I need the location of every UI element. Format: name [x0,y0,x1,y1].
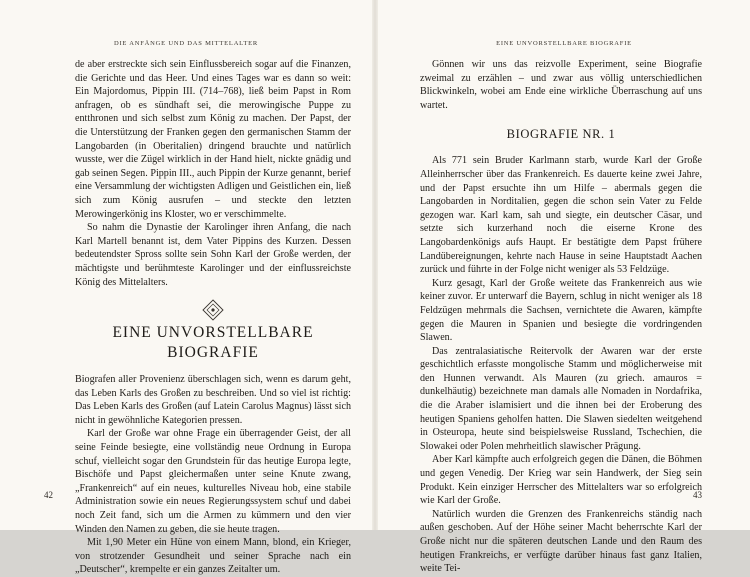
section-title: EINE UNVORSTELLBARE BIOGRAFIE [112,324,314,362]
page-number: 42 [44,490,53,500]
left-page [0,0,372,576]
paragraph: Kurz gesagt, Karl der Große weitete das Frankenreich aus wie keiner zuvor. Er unterwarf die Bayern, schlug in nicht weniger als 18 Feldzügen mehrmals die Sachsen, vernichtete die Awaren, kämpfte gegen die Mauren in Spanien und besiegte die vordringenden Slawen. [420,277,702,344]
paragraph: Karl der Große war ohne Frage ein überragender Geist, der all seine Feinde besiegte, eine vollständig neue Ordnung in Europa schuf, vielleicht sogar den Grundstein für das heutige Europa legte, Bischöfe und Papst gleichermaßen unter seine Knute zwang, „Frankenreich“ auf ein neues, kulturelles Niveau hob, eine stabile Administration sowie ein neues Regierungssystem schuf und dabei noch Zeit fand, sich um die Armen zu kümmern und den vier Winden den Namen zu geben, die sie heute tragen. [75,428,351,535]
diamond-ornament-icon [75,299,351,321]
paragraph: Biografen aller Provenienz überschlagen sich, wenn es darum geht, das Leben Karls des Großen zu beschreiben. Und so viel ist richtig: Das Leben Karls des Großen (auf Latein Carolus Magnus) lässt sich nicht in gewöhnliche Kategorien pressen. [75,374,351,426]
paragraph: Natürlich wurden die Grenzen des Frankenreichs ständig nach außen geschoben. Auf der Höhe seiner Macht beherrschte Karl der Große nicht nur die späteren deutschen Lande und den Raum des heutigen Frankreichs, er verfügte darüber hinaus fast ganz Italien, weite Tei- [420,508,702,575]
paragraph: Gönnen wir uns das reizvolle Experiment, seine Biografie zweimal zu erzählen – und zwar aus völlig unterschiedlichen Blickwinkeln, wobei am Ende eine wirkliche Überraschung auf uns wartet. [420,59,702,111]
paragraph: Als 771 sein Bruder Karlmann starb, wurde Karl der Große Alleinherrscher über das Frankenreich. Es dauerte keine zwei Jahre, und der Papst ersuchte ihn um Hilfe – abermals gegen die Langobarden in Norditalien, gegen die schon sein Vater zu Felde gezogen war. Karl kam, sah und siegte, ein deutscher Cäsar, und setzte sich kurzerhand noch die eiserne Krone des Langobardenkönigs aufs Haupt. Er bestätigte dem Papst frühere Landübereignungen, kehrte nach Hause in seine Hauptstadt Aachen zurück und führte in der Folge nicht weniger als 53 Feldzüge. [420,155,702,276]
body-text [420,58,702,576]
paragraph: So nahm die Dynastie der Karolinger ihren Anfang, die nach Karl Martell benannt ist, dem Vater Pippins des Kurzen. Dessen bedeutendster Spross sollte sein Sohn Karl der Große werden, der mächtigste und berühmteste Karolinger und der einflussreichste König des Mittelalters. [75,222,351,288]
section-title: BIOGRAFIE NR. 1 [506,127,616,142]
paragraph: Das zentralasiatische Reitervolk der Awaren war der erste geschichtlich erfasste mongolische Stamm und möglicherweise mit den Hunnen verwandt. Als Mauren (zu griech. amauros = dunkelhäutig) bezeichnete man damals alle Nomaden in Nordafrika, die die Araber islamisiert und die ihnen bei der Eroberung des heutigen Spaniens geholfen hatten. Die Slawen siedelten weitgehend in Osteuropa, heute sind beispielsweise Russland, Tschechien, die Slowakei oder Polen mehrheitlich slawischer Prägung. [420,345,702,452]
running-head: EINE UNVORSTELLBARE BIOGRAFIE [496,40,632,47]
page-number: 43 [693,490,702,500]
paragraph: Mit 1,90 Meter ein Hüne von einem Mann, blond, ein Krieger, von strotzender Gesundheit und seiner Sprache nach ein „Deutscher“, krempelte er ein ganzes Zeitalter um. [75,537,351,576]
running-head: DIE ANFÄNGE UND DAS MITTELALTER [113,40,259,47]
right-page [378,0,750,575]
paragraph: de aber erstreckte sich sein Einflussbereich sogar auf die Finanzen, die Gerichte und das Heer. Und eines Tages war es dann so weit: Ein Majordomus, Pippin III. (714–768), ließ beim Papst in Rom anfragen, ob es sündhaft sei, die merowingische Puppe zu entthronen und sich selbst zum König zu machen. Der Papst, der die Unterstützung der Franken gegen den germanischen Stamm der Langobarden (in Oberitalien) dringend brauchte und natürlich wusste, wer die Zügel wirklich in der Hand hielt, nickte gnädig und gab seinen Segen. Pippin III., auch Pippin der Kurze genannt, berief eine Versammlung der wichtigsten Adligen und Geistlichen ein, ließ sich zum König ausrufen – und steckte den letzten Merowingerkönig ins Kloster, wo er verschimmelte. [75,59,351,220]
body-text [75,58,351,577]
paragraph: Aber Karl kämpfte auch erfolgreich gegen die Dänen, die Böhmen und gegen Venedig. Der Krieg war sein Handwerk, der Sieg sein Produkt. Kein einziger Herrscher des Mittelalters war so erfolgreich wie Karl der Große. [420,454,702,507]
